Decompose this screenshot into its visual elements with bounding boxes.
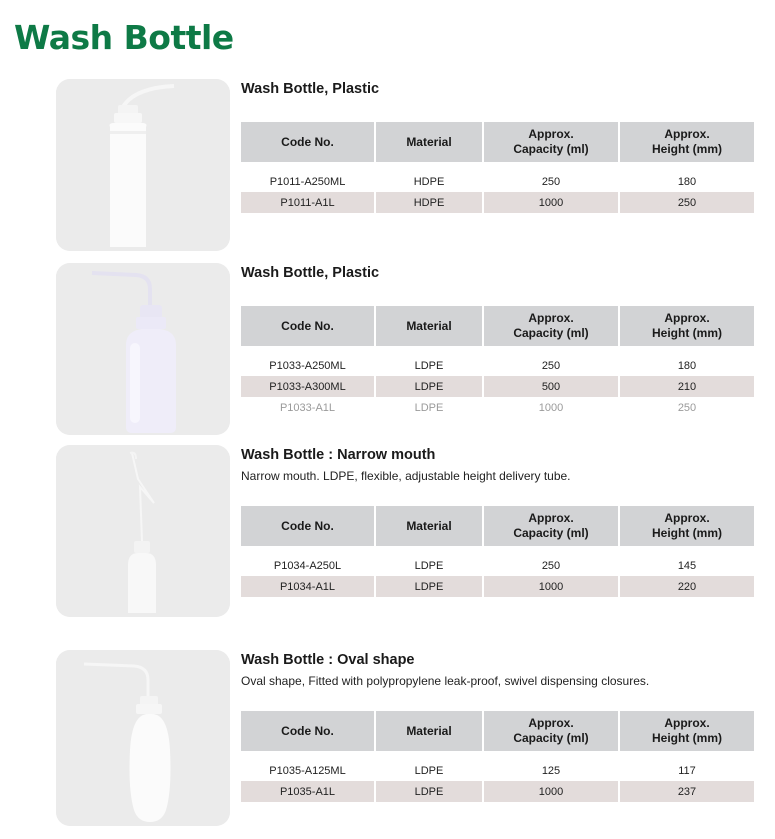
cell-material: LDPE — [375, 555, 483, 576]
cell-material: HDPE — [375, 192, 483, 213]
cell-capacity: 250 — [483, 555, 619, 576]
wash-bottle-plastic-hdpe-icon — [56, 79, 230, 251]
cell-capacity: 1000 — [483, 576, 619, 597]
cell-capacity: 125 — [483, 760, 619, 781]
header-height: Approx. Height (mm) — [619, 711, 754, 751]
spec-table — [241, 506, 754, 597]
table-row — [241, 781, 754, 802]
cell-capacity: 1000 — [483, 192, 619, 213]
header-code: Code No. — [241, 122, 375, 162]
table-row — [241, 397, 754, 418]
header-row — [241, 506, 754, 546]
cell-height: 180 — [677, 175, 697, 188]
cell-material: LDPE — [375, 397, 483, 418]
cell-code: P1034-A250L — [241, 555, 375, 576]
cell-code: P1033-A1L — [241, 397, 375, 418]
table-row — [241, 192, 754, 213]
spec-table — [241, 122, 754, 213]
header-material: Material — [375, 506, 483, 546]
spec-table — [241, 306, 754, 418]
header-code: Code No. — [241, 506, 375, 546]
header-row — [241, 122, 754, 162]
cell-material: LDPE — [375, 355, 483, 376]
table-row — [241, 576, 754, 597]
table-row — [241, 760, 754, 781]
cell-code: P1033-A250ML — [241, 355, 375, 376]
header-material: Material — [375, 306, 483, 346]
header-material: Material — [375, 711, 483, 751]
product-title: Wash Bottle : Oval shape — [241, 652, 415, 668]
header-code: Code No. — [241, 306, 375, 346]
cell-code: P1011-A1L — [241, 192, 375, 213]
header-height: Approx. Height (mm) — [619, 506, 754, 546]
cell-code: P1034-A1L — [241, 576, 375, 597]
product-title: Wash Bottle, Plastic — [241, 81, 380, 97]
cell-capacity: 1000 — [483, 781, 619, 802]
cell-height: 237 — [619, 781, 754, 802]
product-description: Narrow mouth. LDPE, flexible, adjustable height delivery tube. — [241, 469, 571, 483]
cell-height: 145 — [677, 559, 697, 572]
header-code: Code No. — [241, 711, 375, 751]
wash-bottle-oval-shape-icon — [56, 650, 230, 826]
table-row — [241, 355, 754, 376]
header-capacity: Approx. Capacity (ml) — [483, 711, 619, 751]
cell-capacity: 250 — [483, 355, 619, 376]
spec-table — [241, 711, 754, 802]
cell-capacity: 1000 — [483, 397, 619, 418]
table-row — [241, 555, 754, 576]
cell-material: LDPE — [375, 376, 483, 397]
table-row — [241, 171, 754, 192]
cell-material: LDPE — [375, 760, 483, 781]
cell-code: P1033-A300ML — [241, 376, 375, 397]
cell-capacity: 250 — [483, 171, 619, 192]
cell-capacity: 500 — [483, 376, 619, 397]
header-row — [241, 711, 754, 751]
table-row — [241, 376, 754, 397]
cell-height: 210 — [619, 376, 754, 397]
header-height: Approx. Height (mm) — [619, 306, 754, 346]
product-title: Wash Bottle, Plastic — [241, 265, 380, 281]
cell-code: P1011-A250ML — [241, 171, 375, 192]
header-material: Material — [375, 122, 483, 162]
page-title: Wash Bottle — [14, 18, 234, 57]
cell-material: LDPE — [375, 781, 483, 802]
header-row — [241, 306, 754, 346]
cell-code: P1035-A1L — [241, 781, 375, 802]
wash-bottle-plastic-ldpe-icon — [56, 263, 230, 435]
header-capacity: Approx. Capacity (ml) — [483, 506, 619, 546]
header-capacity: Approx. Capacity (ml) — [483, 122, 619, 162]
cell-material: HDPE — [375, 171, 483, 192]
header-height: Approx. Height (mm) — [619, 122, 754, 162]
cell-material: LDPE — [375, 576, 483, 597]
cell-code: P1035-A125ML — [241, 760, 375, 781]
cell-height: 117 — [678, 764, 696, 777]
wash-bottle-narrow-mouth-icon — [56, 445, 230, 617]
cell-height: 180 — [677, 359, 697, 372]
cell-height: 220 — [619, 576, 754, 597]
product-title: Wash Bottle : Narrow mouth — [241, 447, 436, 463]
cell-height: 250 — [677, 401, 697, 414]
header-capacity: Approx. Capacity (ml) — [483, 306, 619, 346]
product-description: Oval shape, Fitted with polypropylene leak-proof, swivel dispensing closures. — [241, 674, 650, 688]
cell-height: 250 — [619, 192, 754, 213]
